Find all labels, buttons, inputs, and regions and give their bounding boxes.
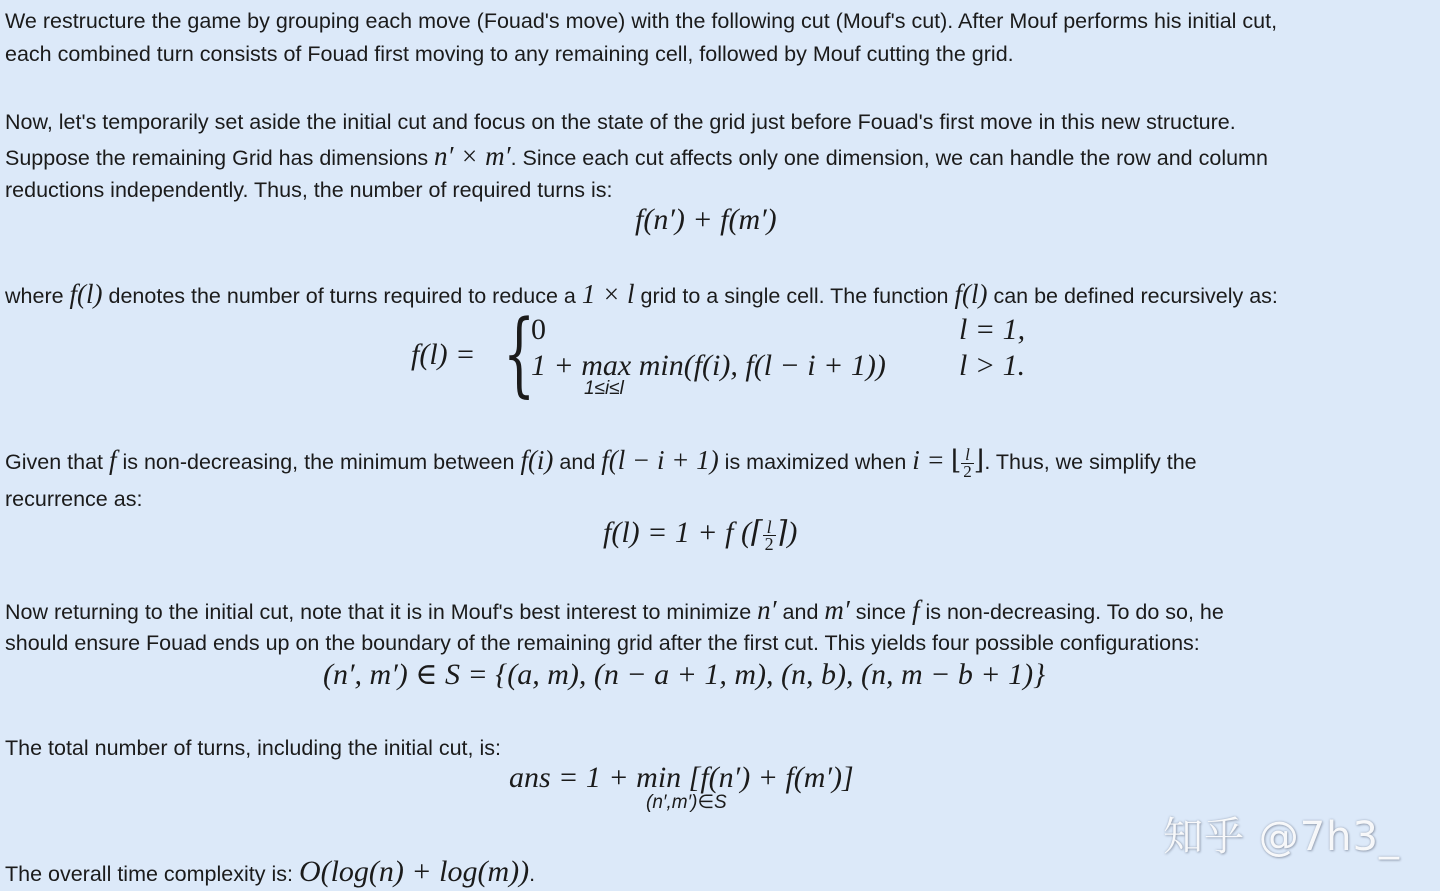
inline-math-i-eq: i =	[912, 445, 945, 475]
paragraph-2-line-3: reductions independently. Thus, the number of required turns is:	[5, 178, 613, 202]
display-formula-set: (n′, m′) ∈ S = {(a, m), (n − a + 1, m), (n, b), (n, m − b + 1)}	[323, 658, 1046, 691]
text-span: Now returning to the initial cut, note that it is in Mouf's best interest to minimize	[5, 600, 758, 624]
paragraph-1-line-1: We restructure the game by grouping each move (Fouad's move) with the following cut (Mouf's cut). After Mouf performs his initial cut,	[5, 9, 1278, 33]
text-span: is non-decreasing. To do so, he	[919, 600, 1224, 624]
case-1-condition: l = 1,	[959, 313, 1026, 346]
fraction-l-over-2	[763, 516, 776, 554]
paragraph-3	[5, 277, 1278, 313]
paragraph-4-line-1	[5, 443, 1197, 480]
paragraph-1-line-2: each combined turn consists of Fouad first moving to any remaining cell, followed by Mouf cutting the grid.	[5, 42, 1014, 66]
text-span: . Since each cut affects only one dimension, we can handle the row and column	[510, 146, 1268, 170]
simplified-lhs: f(l) = 1 + f (⌈	[603, 516, 763, 549]
inline-math-complexity: O(log(n) + log(m))	[298, 855, 530, 888]
inline-math-m-prime: m′	[824, 595, 850, 625]
inline-math-n-prime: n′	[757, 595, 777, 625]
case-2-condition: l > 1.	[959, 349, 1026, 382]
zhihu-watermark: 知乎 @7h3_	[1163, 814, 1400, 860]
inline-math-f: f	[911, 595, 920, 625]
piecewise-lhs: f(l) =	[411, 338, 476, 371]
text-span: and	[776, 600, 825, 624]
paragraph-2-line-1: Now, let's temporarily set aside the initial cut and focus on the state of the grid just before Fouad's first move in this new structure.	[5, 110, 1236, 134]
ans-rhs: [f(n′) + f(m′)]	[688, 761, 854, 794]
case-2-value: 1 + max min(f(i), f(l − i + 1))	[531, 349, 886, 382]
text-span: The overall time complexity is:	[5, 862, 299, 886]
inline-math-f-i: f(i)	[520, 445, 554, 475]
display-formula-ans	[509, 761, 854, 795]
text-span: and	[553, 450, 602, 474]
fraction-l-over-2	[961, 444, 974, 481]
text-span: Suppose the remaining Grid has dimensions	[5, 146, 435, 170]
fraction-numerator: l	[961, 447, 974, 464]
display-formula-simplified	[603, 515, 797, 552]
paragraph-5-line-1	[5, 593, 1224, 629]
text-span: since	[849, 600, 912, 624]
text-span: .	[529, 862, 536, 886]
case-1-value: 0	[531, 313, 546, 346]
ans-lhs: ans = 1 + min	[509, 761, 682, 794]
display-formula-turns: f(n′) + f(m′)	[635, 203, 777, 236]
simplified-rhs: ⌉)	[775, 516, 798, 549]
ans-subscript: (n′,m′)∈S	[646, 792, 727, 813]
text-span: Given that	[5, 450, 109, 474]
paragraph-2-line-2	[5, 139, 1268, 175]
inline-math-f-l-i: f(l − i + 1)	[601, 445, 719, 475]
left-brace: {	[503, 300, 536, 407]
inline-math-f-l: f(l)	[69, 279, 103, 309]
floor-left: ⌊	[950, 445, 962, 475]
paragraph-4-line-2: recurrence as:	[5, 487, 143, 511]
inline-math-dimensions: n′ × m′	[434, 141, 511, 171]
text-span: denotes the number of turns required to reduce a	[102, 284, 582, 308]
paragraph-5-line-2: should ensure Fouad ends up on the boundary of the remaining grid after the first cut. This yields four possible configurations:	[5, 631, 1200, 655]
text-span: can be defined recursively as:	[987, 284, 1278, 308]
text-span: where	[5, 284, 70, 308]
text-span: . Thus, we simplify the	[984, 450, 1197, 474]
inline-math-one-by-l: 1 × l	[581, 279, 635, 309]
inline-math-f: f	[108, 445, 117, 475]
text-span: grid to a single cell. The function	[634, 284, 955, 308]
text-span: is maximized when	[718, 450, 913, 474]
fraction-denominator: 2	[764, 533, 774, 554]
paragraph-7	[5, 855, 535, 891]
floor-right: ⌋	[973, 445, 985, 475]
fraction-numerator: l	[763, 519, 776, 536]
inline-math-f-l: f(l)	[954, 279, 988, 309]
case-2-subscript: 1≤i≤l	[584, 378, 624, 399]
fraction-denominator: 2	[963, 461, 972, 481]
paragraph-6: The total number of turns, including the initial cut, is:	[5, 736, 501, 760]
text-span: is non-decreasing, the minimum between	[116, 450, 521, 474]
